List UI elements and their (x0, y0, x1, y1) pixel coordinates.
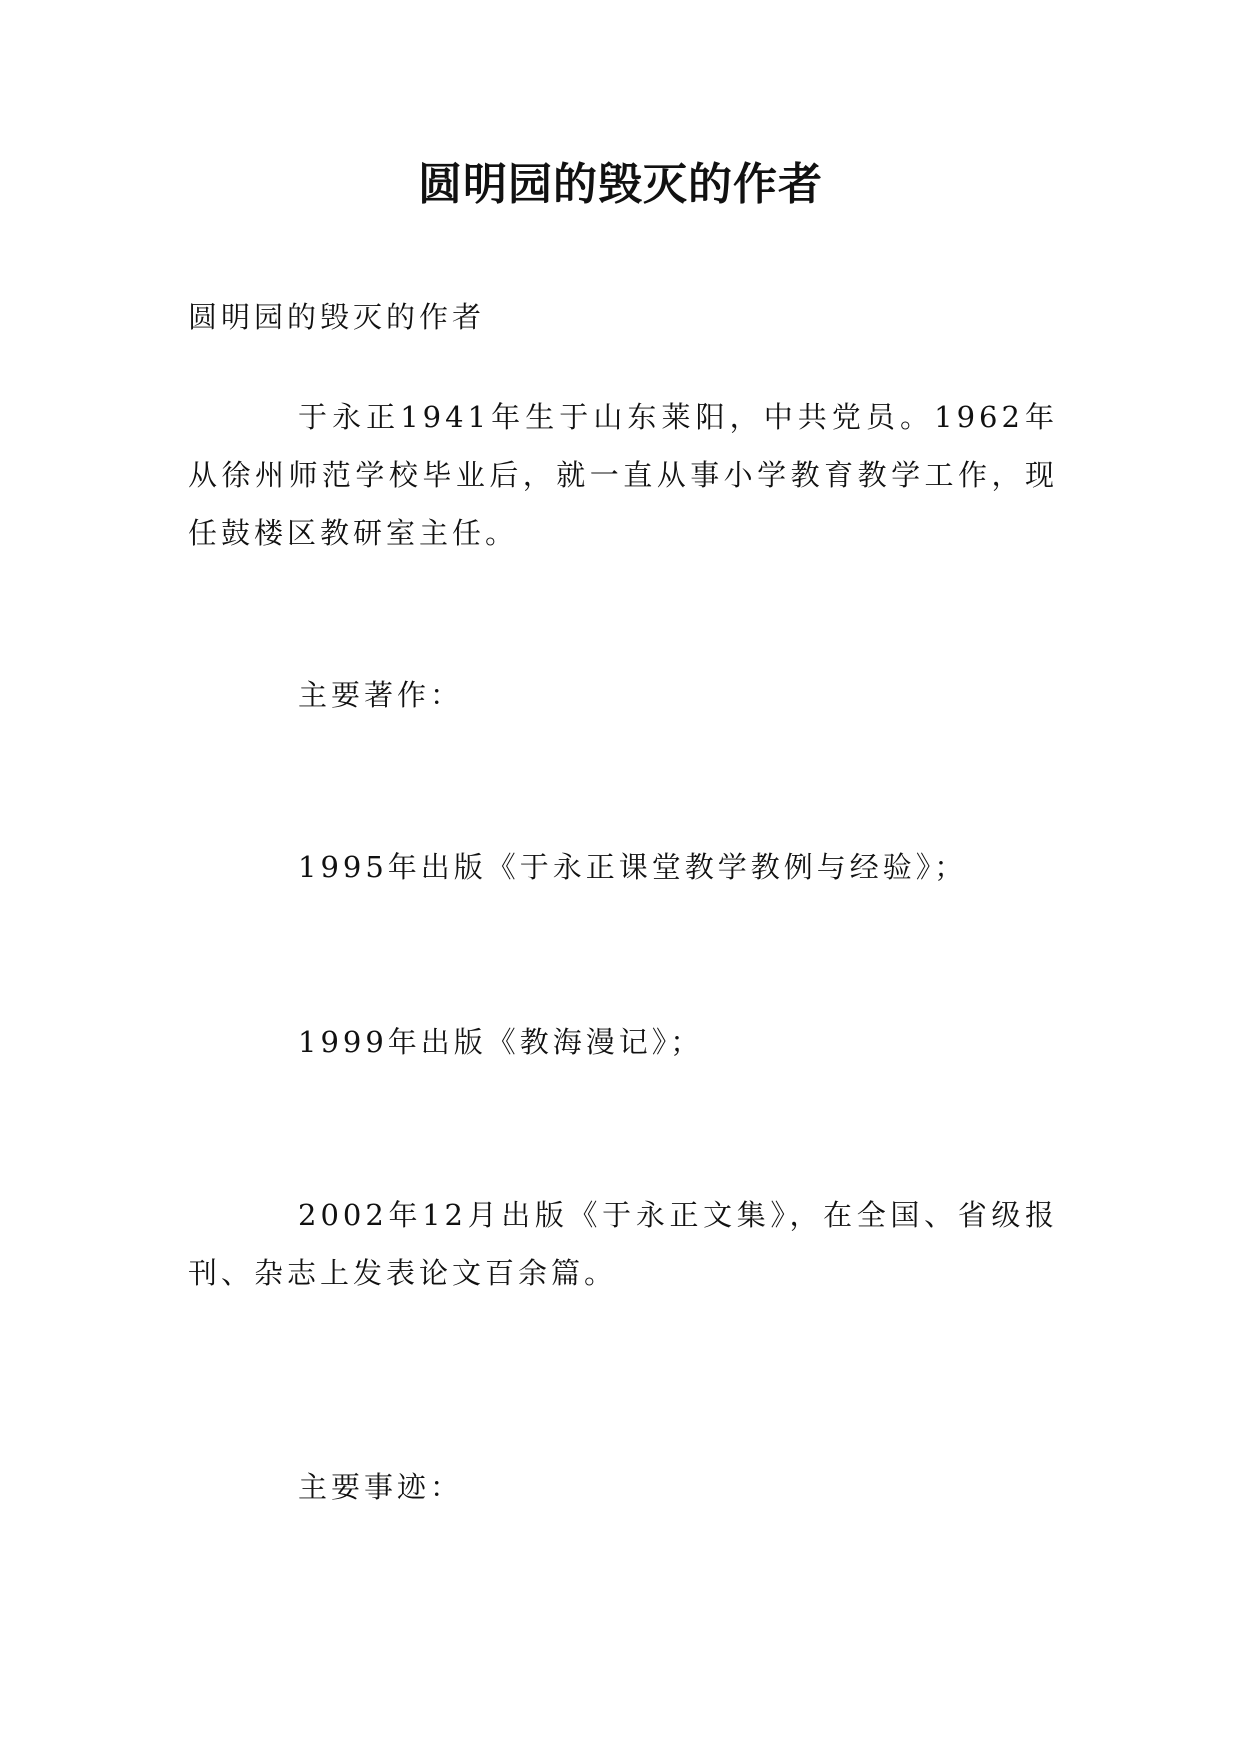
work-item-1999: 1999年出版《教海漫记》； (298, 1025, 704, 1059)
document-title: 圆明园的毁灭的作者 (418, 159, 823, 210)
document-subtitle: 圆明园的毁灭的作者 (188, 300, 486, 334)
deeds-heading: 主要事迹： (298, 1470, 464, 1504)
work-item-1995: 1995年出版《于永正课堂教学教例与经验》； (298, 850, 968, 884)
work-item-2002: 2002年12月出版《于永正文集》，在全国、省级报刊、杂志上发表论文百余篇。 (188, 1198, 1058, 1290)
bio-paragraph: 于永正1941年生于山东莱阳，中共党员。1962年从徐州师范学校毕业后，就一直从事小学教育教学工作，现任鼓楼区教研室主任。 (188, 400, 1058, 550)
works-heading: 主要著作： (298, 678, 464, 712)
